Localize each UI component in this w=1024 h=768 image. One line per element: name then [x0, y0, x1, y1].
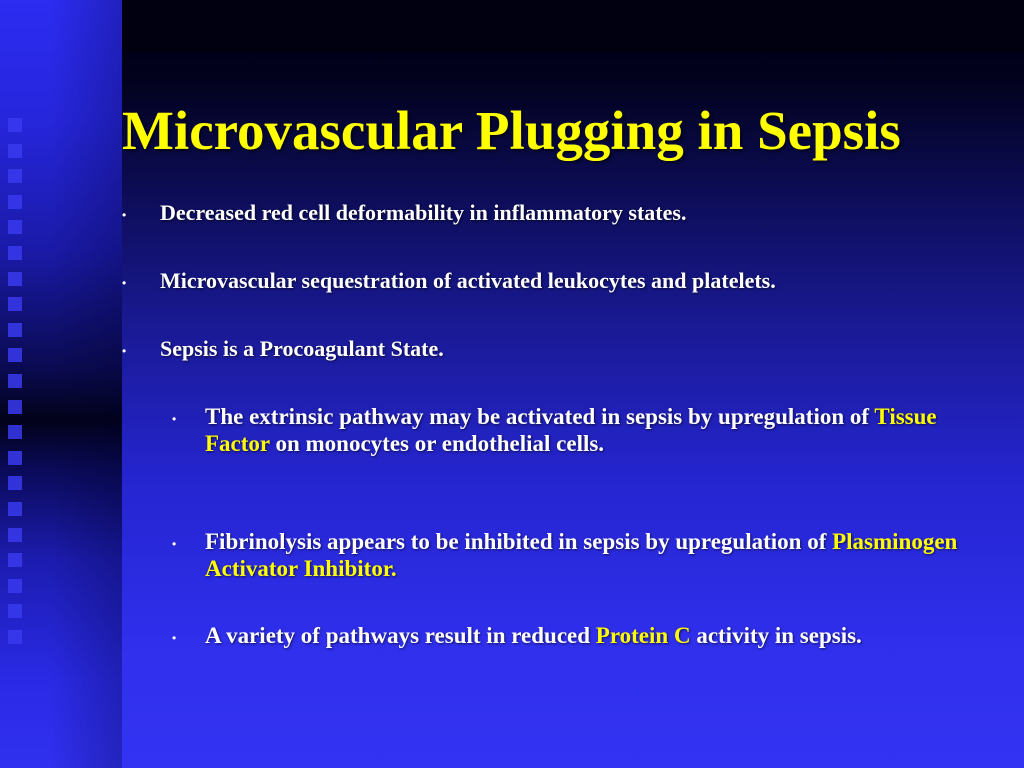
- decorative-square: [8, 374, 22, 388]
- highlighted-term: Tissue Factor: [205, 404, 937, 456]
- decorative-square: [8, 220, 22, 234]
- bullet-item: Microvascular sequestration of activated leukocytes and platelets.: [160, 268, 776, 293]
- decorative-square: [8, 297, 22, 311]
- bullet-marker: •: [122, 276, 127, 290]
- decorative-square: [8, 528, 22, 542]
- decorative-square: [8, 425, 22, 439]
- decorative-square: [8, 630, 22, 644]
- bullet-marker: •: [122, 344, 127, 358]
- decorative-square: [8, 476, 22, 490]
- highlighted-term: Protein C: [595, 623, 691, 648]
- decorative-square: [8, 323, 22, 337]
- sub-bullet-marker: •: [172, 412, 177, 426]
- sub-bullet-text: Fibrinolysis appears to be inhibited in sepsis by upregulation of: [205, 529, 833, 554]
- decorative-square: [8, 348, 22, 362]
- sub-bullet-item: [205, 403, 995, 457]
- left-decorative-panel: [0, 0, 122, 768]
- sub-bullet-marker: •: [172, 537, 177, 551]
- decorative-square: [8, 579, 22, 593]
- sub-bullet-text: The extrinsic pathway may be activated in sepsis by upregulation of: [205, 404, 875, 429]
- decorative-square: [8, 272, 22, 286]
- decorative-square: [8, 451, 22, 465]
- decorative-square: [8, 553, 22, 567]
- top-band: [122, 0, 1024, 52]
- sub-bullet-text: activity in sepsis.: [690, 623, 862, 648]
- sub-bullet-item: [205, 528, 995, 582]
- sub-bullet-text: on monocytes or endothelial cells.: [269, 431, 605, 456]
- decorative-square: [8, 502, 22, 516]
- decorative-square-column: [8, 118, 26, 655]
- sub-bullet-marker: •: [172, 631, 177, 645]
- decorative-square: [8, 118, 22, 132]
- decorative-square: [8, 169, 22, 183]
- bullet-item: Decreased red cell deformability in inflammatory states.: [160, 200, 687, 225]
- slide-title: Microvascular Plugging in Sepsis: [122, 100, 901, 161]
- decorative-square: [8, 604, 22, 618]
- highlighted-term: Plasminogen Activator Inhibitor.: [205, 529, 958, 581]
- decorative-square: [8, 195, 22, 209]
- sub-bullet-item: [205, 622, 995, 649]
- decorative-square: [8, 400, 22, 414]
- bullet-item: Sepsis is a Procoagulant State.: [160, 336, 444, 361]
- decorative-square: [8, 246, 22, 260]
- sub-bullet-text: A variety of pathways result in reduced: [205, 623, 596, 648]
- bullet-marker: •: [122, 208, 127, 222]
- decorative-square: [8, 144, 22, 158]
